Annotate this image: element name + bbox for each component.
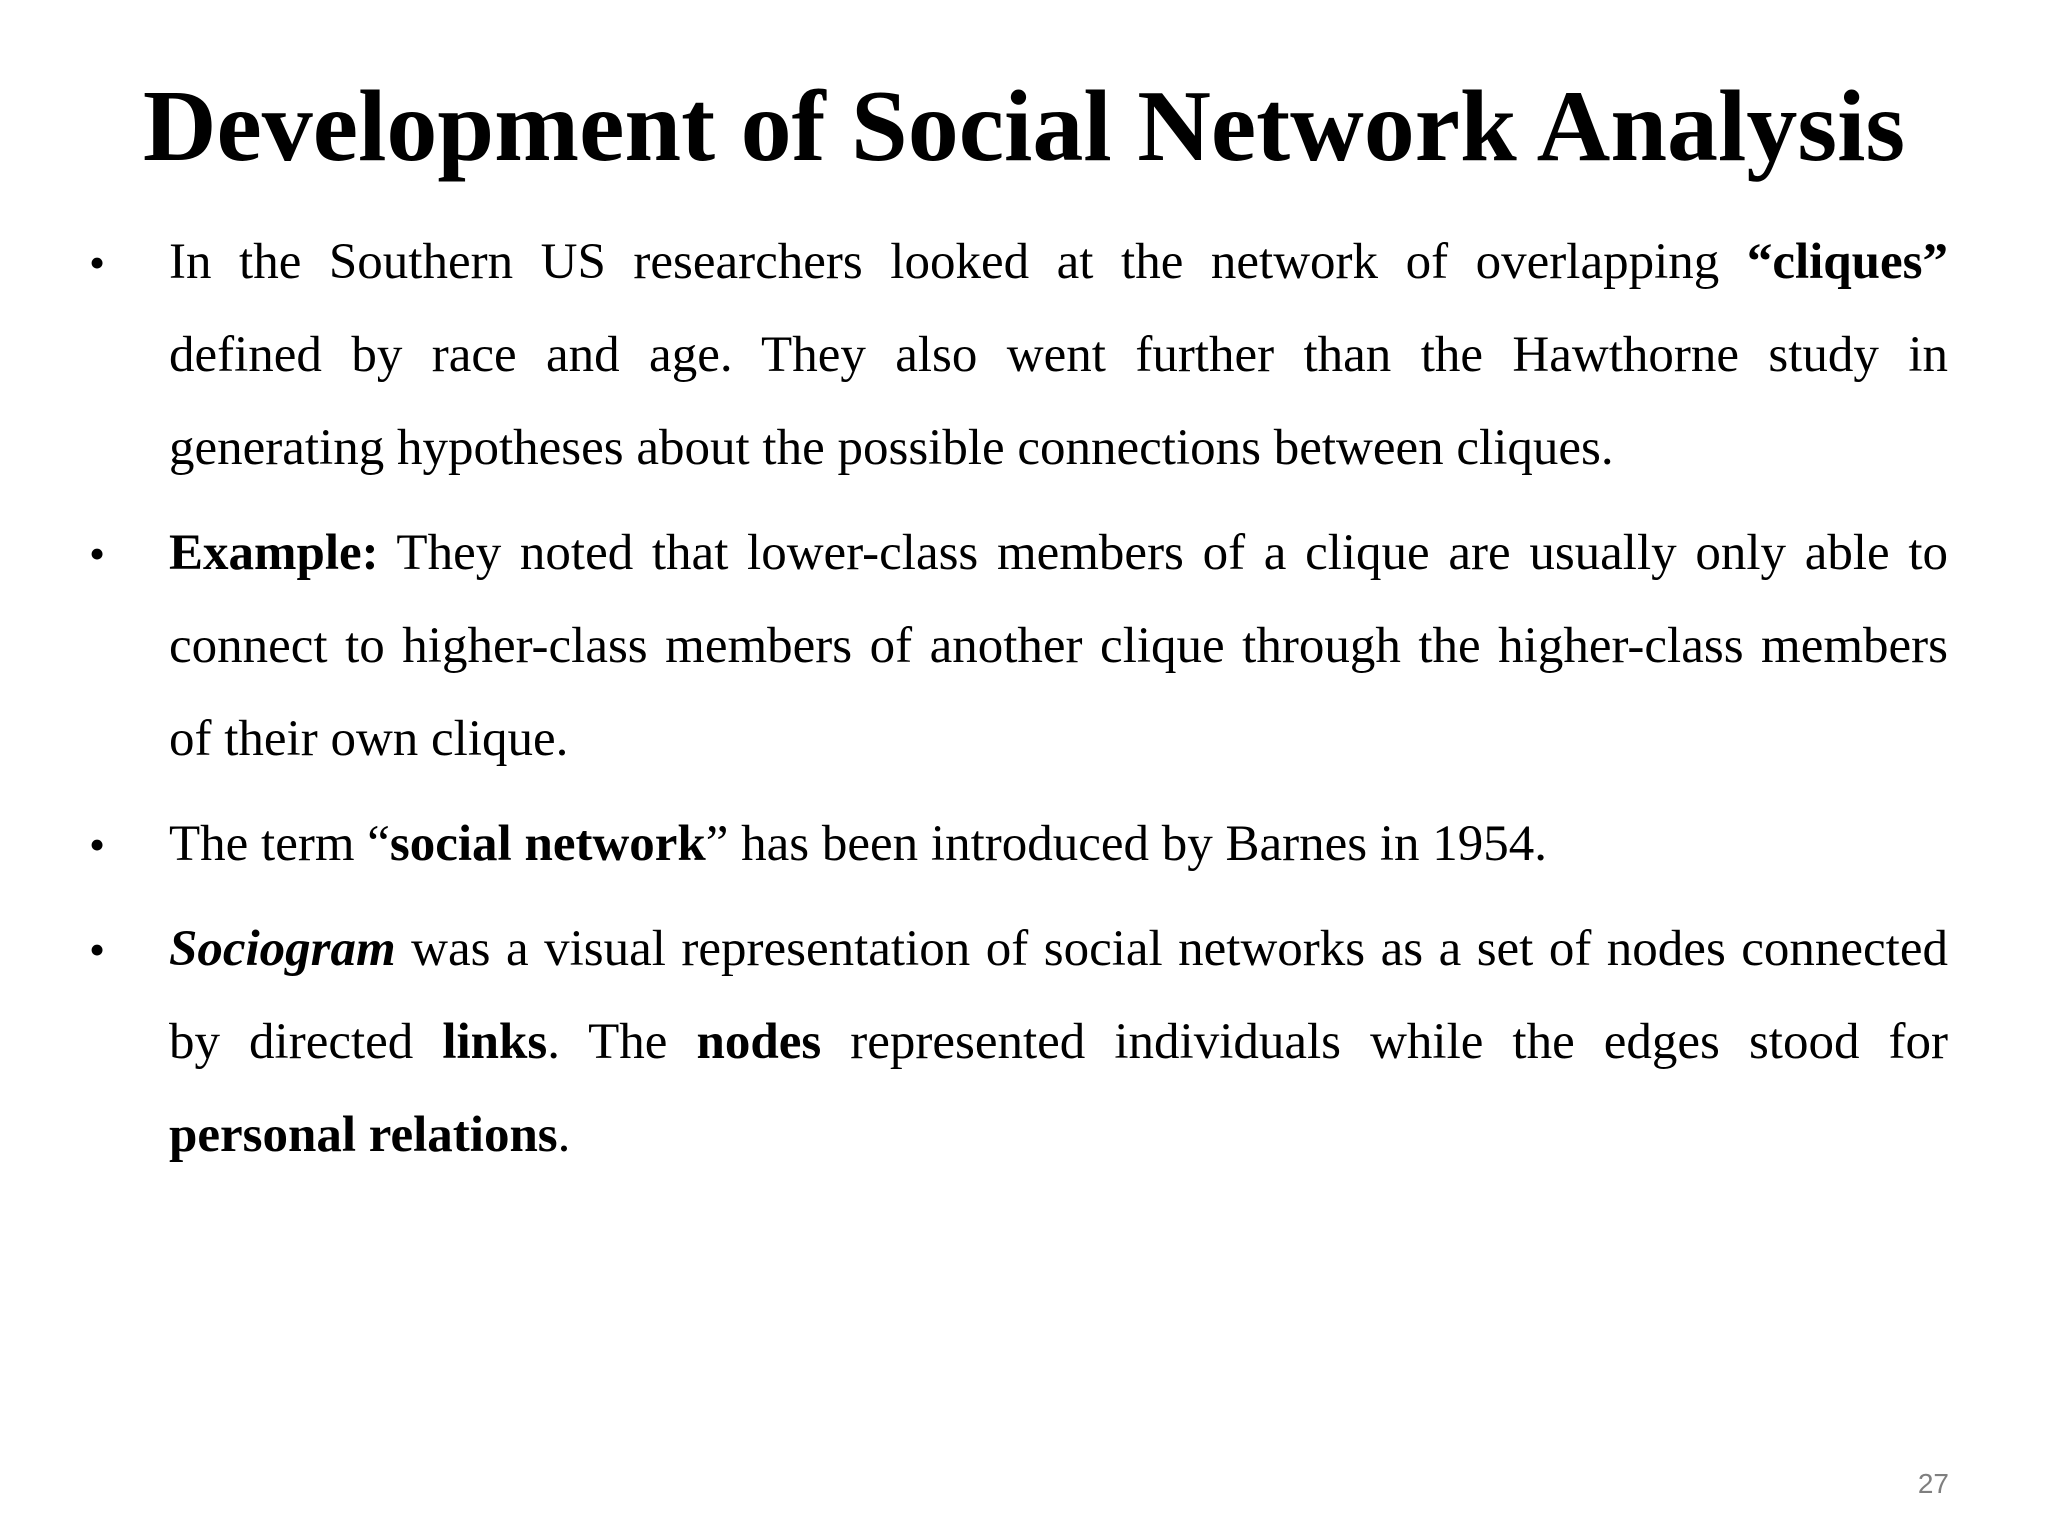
bullet-text: represented individuals while the edges stood for bbox=[821, 1014, 1949, 1070]
bullet-text: was a visual representation of social networks as a set of nodes connected by directed bbox=[169, 921, 1948, 1070]
slide-title: Development of Social Network Analysis bbox=[142, 70, 1906, 183]
bullet-icon: • bbox=[89, 237, 106, 288]
bullet-item-cliques bbox=[84, 216, 1948, 495]
bold-term: “cliques” bbox=[1746, 234, 1948, 290]
bullet-text: In the Southern US researchers looked at the network of overlapping bbox=[169, 234, 1747, 290]
bold-term: social network bbox=[389, 816, 706, 872]
bold-term: links bbox=[442, 1014, 548, 1070]
bold-term: nodes bbox=[696, 1014, 822, 1070]
bullet-text: ” has been introduced by Barnes in 1954. bbox=[705, 816, 1548, 872]
bullet-text: . The bbox=[547, 1014, 697, 1070]
bold-term: Example: bbox=[169, 525, 379, 581]
bullet-item-example bbox=[84, 507, 1948, 786]
bullet-text: . bbox=[557, 1107, 571, 1163]
bullet-text: defined by race and age. They also went further than the Hawthorne study in generating hypotheses about the possible connections between cliques. bbox=[169, 327, 1948, 476]
bullet-icon: • bbox=[89, 528, 106, 579]
bold-term: personal relations bbox=[169, 1107, 558, 1163]
bullet-text: The term “ bbox=[169, 816, 390, 872]
bullet-item-social-network bbox=[84, 798, 1948, 891]
bullet-list bbox=[84, 216, 1948, 1194]
bullet-text: They noted that lower-class members of a clique are usually only able to connect to higher-class members of another clique through the higher-class members of their own clique. bbox=[169, 525, 1948, 767]
bullet-item-sociogram bbox=[84, 903, 1948, 1182]
page-number: 27 bbox=[1917, 1468, 1949, 1499]
bold-italic-term: Sociogram bbox=[169, 921, 396, 977]
bullet-icon: • bbox=[89, 819, 106, 870]
bullet-icon: • bbox=[89, 924, 106, 975]
